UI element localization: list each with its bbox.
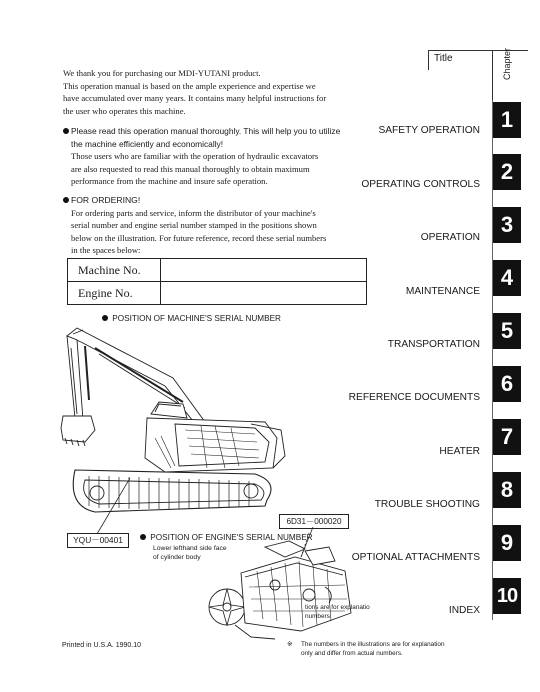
- chapter-link-trouble-shooting[interactable]: TROUBLE SHOOTING: [374, 499, 480, 510]
- illustration-note-line: only and differ from actual numbers.: [301, 649, 403, 657]
- machine-serial-plate-text: YQU－00401: [73, 535, 123, 545]
- read-notice-line: Those users who are familiar with the operation of hydraulic excavators: [71, 151, 319, 161]
- table-row: [68, 259, 367, 282]
- note-mark-icon: ※: [287, 641, 293, 648]
- ordering-line: serial number and engine serial number stamped in the positions shown: [71, 220, 317, 230]
- table-row: [68, 282, 367, 305]
- chapter-link-operation[interactable]: OPERATION: [420, 232, 480, 243]
- chapter-tab-3[interactable]: 3: [493, 207, 521, 243]
- excavator-illustration: [55, 318, 295, 533]
- read-notice-line: the machine efficiently and economically!: [71, 138, 224, 149]
- ordering-line: in the spaces below:: [71, 245, 141, 255]
- engine-illustration: [205, 527, 365, 642]
- machine-no-label: Machine No.: [68, 259, 161, 282]
- chapter-link-heater[interactable]: HEATER: [439, 446, 480, 457]
- chapter-link-maintenance[interactable]: MAINTENANCE: [405, 286, 480, 297]
- engine-serial-plate-text: 6D31－000020: [286, 517, 342, 526]
- printed-date: Printed in U.S.A. 1990.10: [62, 642, 141, 649]
- machine-no-field[interactable]: [161, 259, 367, 282]
- ordering-heading: FOR ORDERING!: [71, 195, 141, 205]
- illustration-note: [287, 641, 487, 658]
- ordering-line: For ordering parts and service, inform the distributor of your machine's: [71, 207, 316, 218]
- read-notice: [63, 125, 383, 188]
- chapter-tab-1[interactable]: 1: [493, 102, 521, 138]
- intro-line: the user who operates this machine.: [63, 105, 186, 116]
- machine-serial-heading-text: POSITION OF MACHINE'S SERIAL NUMBER: [112, 314, 281, 323]
- index-header-divider: [492, 50, 493, 100]
- index-chapter-header: Chapter: [502, 47, 512, 80]
- intro-line: We thank you for purchasing our MDI-YUTANI product.: [63, 68, 261, 78]
- machine-serial-plate: [67, 533, 129, 548]
- chapter-link-safety-operation[interactable]: SAFETY OPERATION: [378, 125, 480, 136]
- intro-line: This operation manual is based on the ample experience and expertise we: [63, 80, 316, 91]
- chapter-tab-7[interactable]: 7: [493, 419, 521, 455]
- chapter-link-operating-controls[interactable]: OPERATING CONTROLS: [361, 179, 480, 190]
- chapter-tab-2[interactable]: 2: [493, 154, 521, 190]
- engine-no-label: Engine No.: [68, 282, 161, 305]
- serial-number-table: [67, 258, 367, 305]
- engine-note-fragment: [305, 603, 370, 621]
- engine-note-fragment-line: numbers.: [305, 613, 332, 620]
- read-notice-line: Please read this operation manual thoroughly. This will help you to utilize: [71, 126, 341, 136]
- chapter-tab-4[interactable]: 4: [493, 260, 521, 296]
- bullet-icon: [63, 197, 69, 203]
- chapter-link-index[interactable]: INDEX: [448, 605, 480, 616]
- chapter-tab-10[interactable]: 10: [493, 578, 521, 614]
- chapter-tab-5[interactable]: 5: [493, 313, 521, 349]
- read-notice-line: performance from the machine and insure safe operation.: [71, 176, 268, 186]
- chapter-tab-9[interactable]: 9: [493, 525, 521, 561]
- ordering-line: below on the illustration. For future reference, record these serial numbers: [71, 232, 327, 243]
- engine-note-fragment-line: tions are for explanatio: [305, 604, 370, 611]
- ordering-section: [63, 194, 383, 257]
- index-header-line: [428, 50, 528, 51]
- engine-serial-sub: of cylinder body: [153, 554, 201, 561]
- chapter-link-reference-documents[interactable]: REFERENCE DOCUMENTS: [348, 392, 480, 403]
- chapter-tab-8[interactable]: 8: [493, 472, 521, 508]
- engine-no-field[interactable]: [161, 282, 367, 305]
- bullet-icon: [140, 534, 146, 540]
- bullet-icon: [63, 128, 69, 134]
- read-notice-line: are also requested to read this manual thoroughly to obtain maximum: [71, 163, 310, 174]
- engine-serial-heading-text: POSITION OF ENGINE'S SERIAL NUMBER: [150, 533, 313, 542]
- engine-serial-sub: Lower lefthand side face: [153, 545, 227, 552]
- index-header-divider: [428, 50, 429, 70]
- intro-line: have accumulated over many years. It contains many helpful instructions for: [63, 93, 327, 103]
- chapter-tab-6[interactable]: 6: [493, 366, 521, 402]
- intro-paragraph: [63, 67, 383, 117]
- chapter-link-transportation[interactable]: TRANSPORTATION: [387, 339, 480, 350]
- chapter-link-optional-attachments[interactable]: OPTIONAL ATTACHMENTS: [351, 552, 480, 563]
- index-title-header: Title: [434, 53, 453, 64]
- illustration-note-line: The numbers in the illustrations are for explanation: [301, 641, 445, 648]
